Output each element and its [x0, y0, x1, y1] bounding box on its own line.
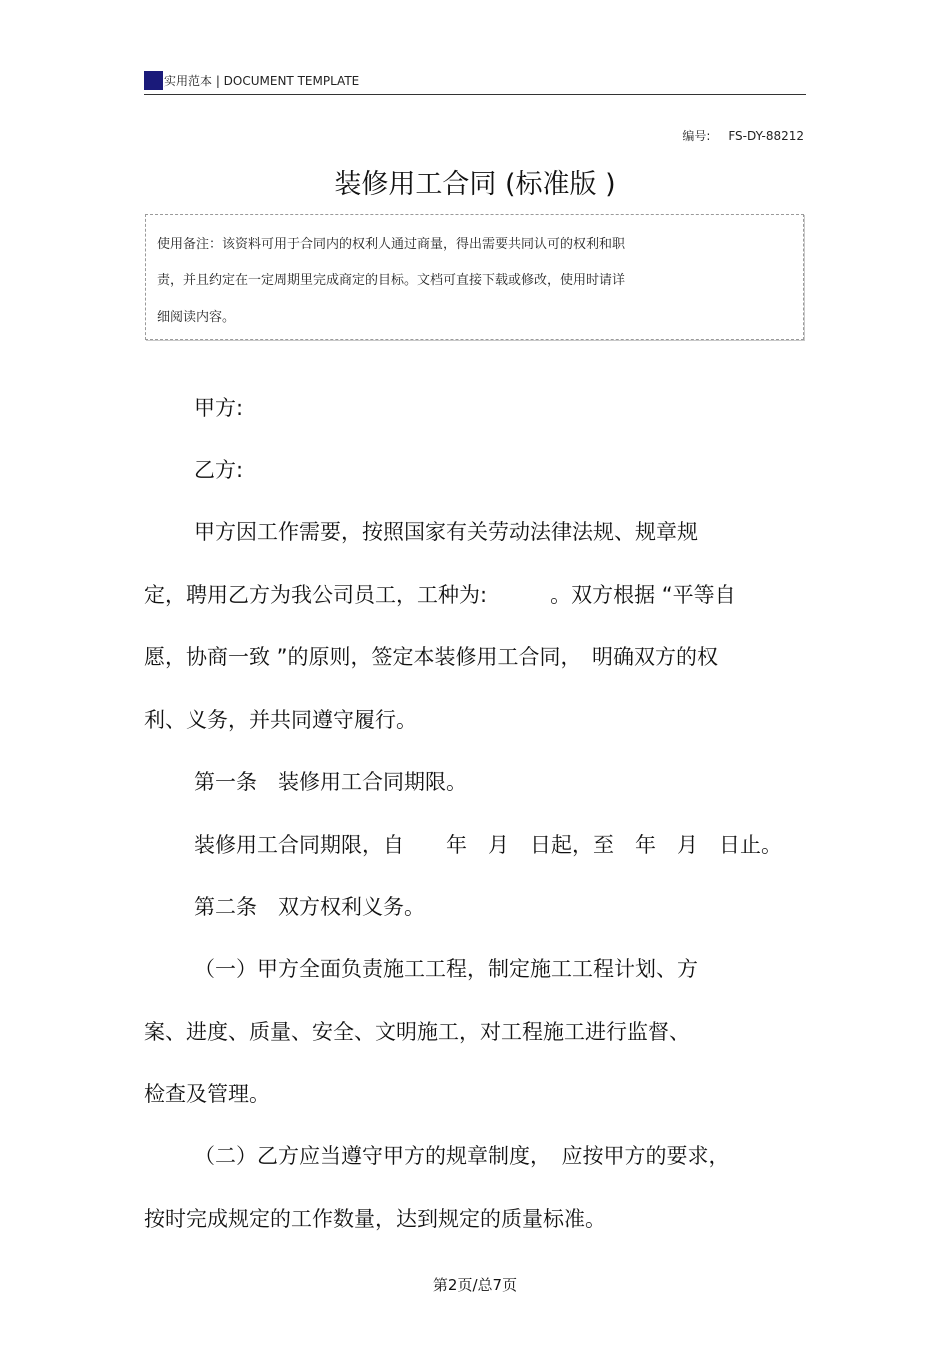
- document-number-label: 编号:: [682, 129, 711, 143]
- usage-note-line: 细阅读内容。: [157, 310, 236, 325]
- document-title: 装修用工合同 (标准版 ): [334, 169, 616, 200]
- usage-note-box: [145, 214, 804, 340]
- paragraph-line: 案、进度、质量、安全、文明施工，对工程施工进行监督、: [144, 1020, 690, 1044]
- page-header: [144, 70, 806, 95]
- paragraph-line: （二）乙方应当遵守甲方的规章制度， 应按甲方的要求，: [194, 1144, 730, 1168]
- page-footer: 第2页/总7页: [432, 1276, 518, 1294]
- paragraph-line: 利、义务，并共同遵守履行。: [144, 708, 417, 732]
- paragraph-line: 甲方因工作需要，按照国家有关劳动法律法规、规章规: [194, 520, 698, 544]
- paragraph-line: （一）甲方全面负责施工工程，制定施工工程计划、方: [194, 957, 698, 981]
- paragraph-line: 检查及管理。: [144, 1082, 270, 1106]
- paragraph-line: 装修用工合同期限，自 年 月 日起，至 年 月 日止。: [194, 833, 782, 857]
- header-title: 实用范本 | DOCUMENT TEMPLATE: [164, 74, 360, 88]
- usage-note-line: 责，并且约定在一定周期里完成商定的目标。文档可直接下载或修改，使用时请详: [157, 273, 626, 288]
- article-heading: 第二条 双方权利义务。: [194, 895, 425, 919]
- document-number-value: FS-DY-88212: [728, 129, 804, 143]
- document-number: [682, 127, 804, 144]
- paragraph-line: 愿，协商一致 ”的原则，签定本装修用工合同， 明确双方的权: [144, 645, 719, 669]
- usage-note-line: 使用备注：该资料可用于合同内的权利人通过商量，得出需要共同认可的权利和职: [157, 237, 626, 252]
- party-b-line: 乙方:: [194, 458, 244, 482]
- paragraph-line: 定，聘用乙方为我公司员工，工种为: 。双方根据 “平等自: [144, 583, 736, 607]
- party-a-line: 甲方:: [194, 396, 244, 420]
- paragraph-line: 按时完成规定的工作数量，达到规定的质量标准。: [144, 1207, 606, 1231]
- header-logo-square: [144, 71, 163, 90]
- article-heading: 第一条 装修用工合同期限。: [194, 770, 467, 794]
